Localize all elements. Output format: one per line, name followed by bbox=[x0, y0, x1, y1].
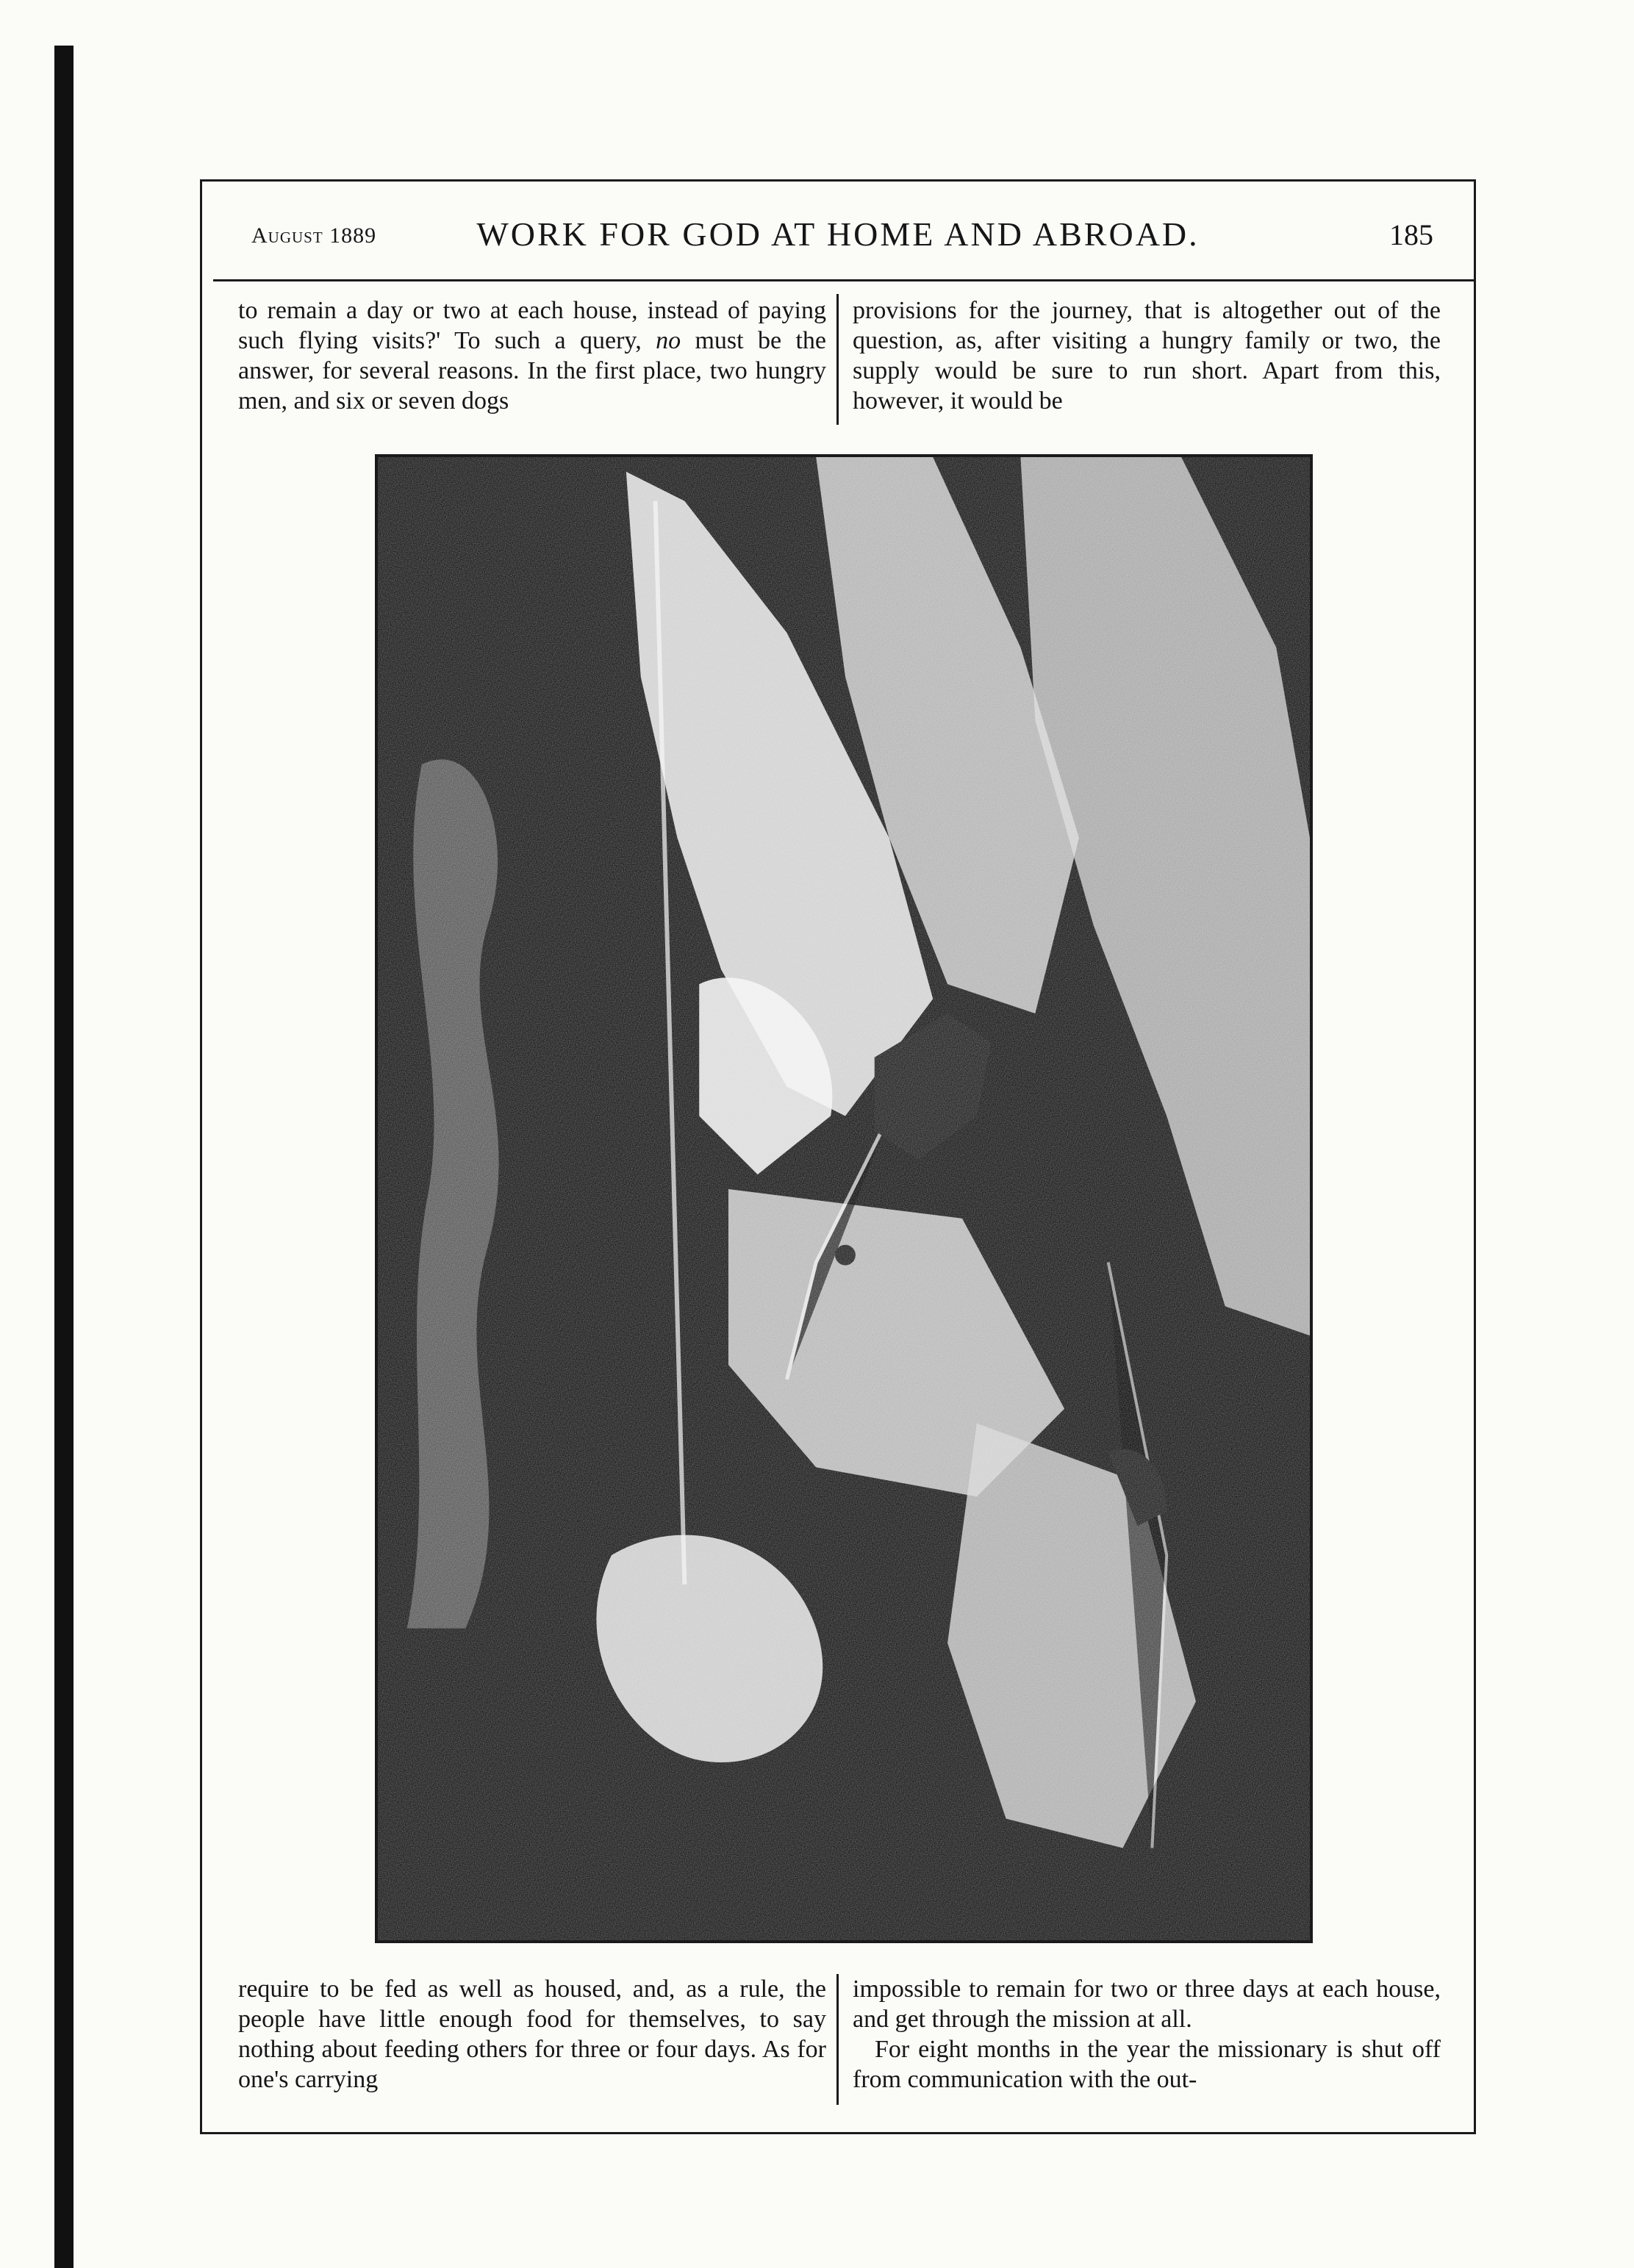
running-header bbox=[200, 198, 1476, 279]
column-right-top bbox=[853, 295, 1441, 416]
emphasis: no bbox=[656, 327, 681, 354]
column-divider bbox=[836, 294, 839, 425]
paragraph: provisions for the journey, that is altogether out of the question, as, after visiting a hungry family or two, the supply would be sure to run short. Apart from this, however, it would be bbox=[853, 297, 1441, 415]
binding-edge bbox=[54, 46, 74, 2268]
header-title: WORK FOR GOD AT HOME AND ABROAD. bbox=[476, 215, 1200, 253]
paragraph: to remain a day or two at each house, instead of paying such flying visits?' To such a query, no must be the answer, for several reasons. In the first place, two hungry men, and six or seven dogs bbox=[238, 297, 826, 415]
column-left-top bbox=[238, 295, 826, 416]
column-divider bbox=[836, 1974, 839, 2105]
engraving-image bbox=[378, 457, 1310, 1940]
header-rule bbox=[213, 279, 1474, 281]
paragraph: impossible to remain for two or three days at each house, and get through the mission at all. bbox=[853, 1975, 1441, 2033]
page-number: 185 bbox=[1389, 218, 1433, 251]
header-date: August 1889 bbox=[251, 223, 377, 248]
paragraph: For eight months in the year the missionary is shut off from communication with the out- bbox=[853, 2036, 1441, 2093]
column-right-bottom bbox=[853, 1974, 1441, 2095]
engraving-illustration bbox=[375, 454, 1313, 1943]
paragraph: require to be fed as well as housed, and, as a rule, the people have little enough food for themselves, to say nothing about feeding others for three or four days. As for one's carrying bbox=[238, 1975, 826, 2093]
column-left-bottom bbox=[238, 1974, 826, 2095]
